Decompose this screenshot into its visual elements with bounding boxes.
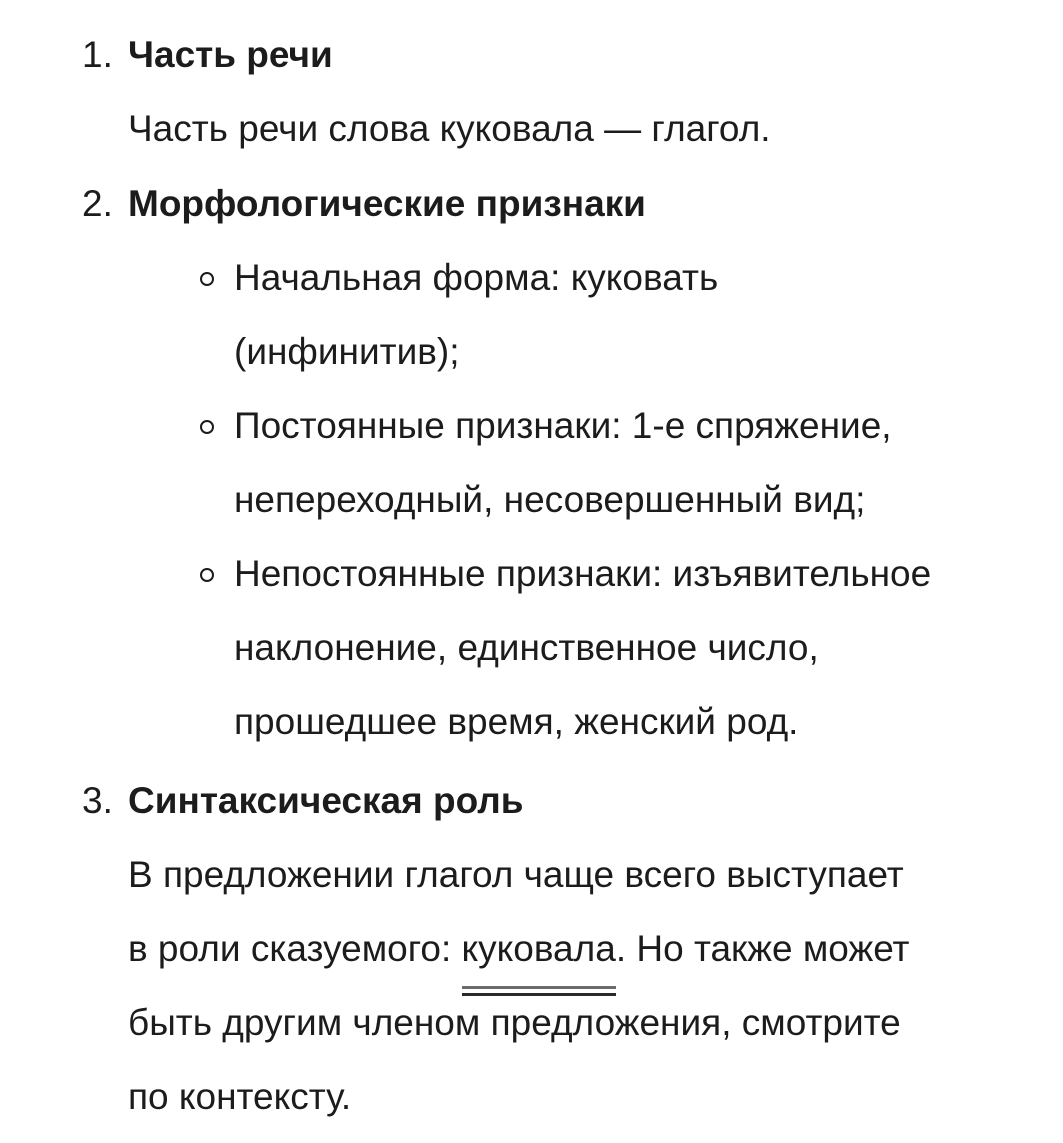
section-number: 2. [82,183,113,224]
predicate-underlined-word: куковала [462,912,616,986]
list-item-line: Непостоянные признаки: изъявительное [234,553,932,594]
text-fragment: . Но также может [615,928,910,969]
section-text: Часть речи слова куковала — глагол. [128,108,771,149]
list-item [0,389,1063,537]
list-item [0,537,1063,759]
section-heading: Морфологические признаки [128,183,646,224]
section-text-line: В предложении глагол чаще всего выступает [128,854,904,895]
list-item-line: наклонение, единственное число, [234,627,819,668]
section-number: 1. [82,34,113,75]
section-text-line: быть другим членом предложения, смотрите [128,1002,901,1043]
feature-list [0,241,1063,759]
section-number: 3. [82,780,113,821]
list-item-line: Начальная форма: куковать [234,257,719,298]
list-item-line: прошедшее время, женский род. [234,701,799,742]
list-item-line: Постоянные признаки: 1-е спряжение, [234,405,892,446]
list-item-line: непереходный, несовершенный вид; [234,479,866,520]
section-heading: Часть речи [128,34,333,75]
section-heading: Синтаксическая роль [128,780,524,821]
section-text-line [128,912,1028,986]
circle-bullet-icon [200,272,214,286]
text-fragment: в роли сказуемого: [128,928,462,969]
list-item [0,241,1063,389]
section-text-line: по контексту. [128,1076,352,1117]
circle-bullet-icon [200,420,214,434]
circle-bullet-icon [200,568,214,582]
list-item-line: (инфинитив); [234,331,460,372]
